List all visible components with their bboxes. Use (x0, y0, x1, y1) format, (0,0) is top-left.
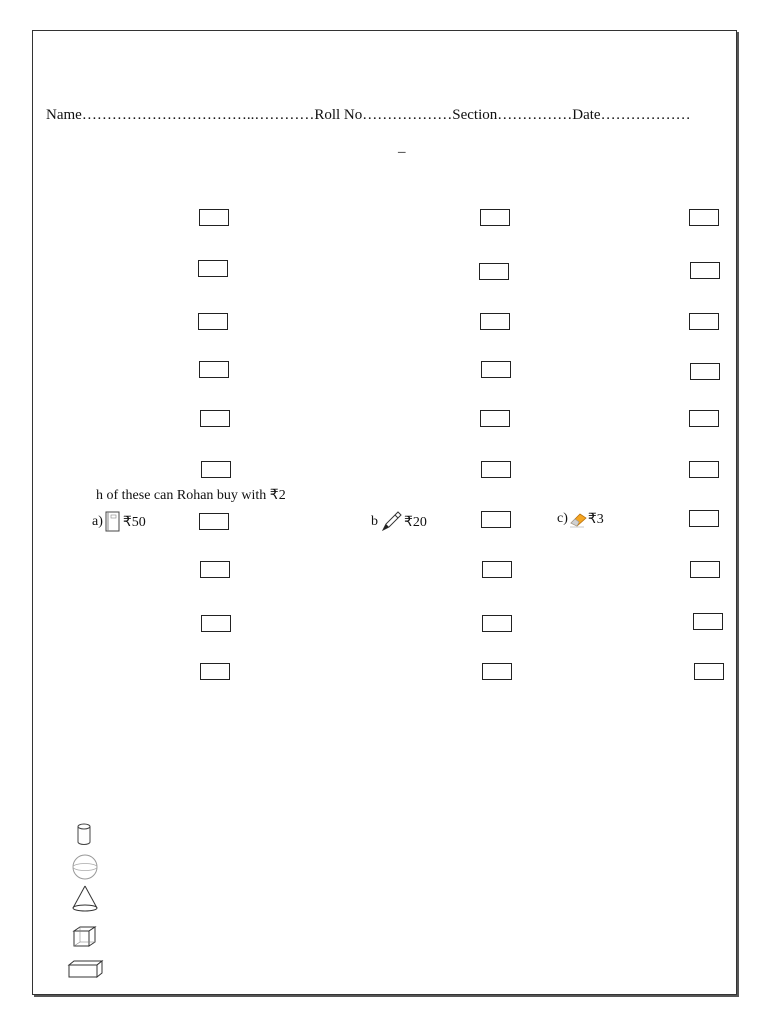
answer-box[interactable] (200, 561, 230, 578)
answer-box[interactable] (480, 410, 510, 427)
section-blank[interactable]: …………… (497, 107, 573, 123)
option-marker: a) (92, 514, 103, 529)
question-text: h of these can Rohan buy with ₹2 (96, 488, 286, 503)
section-label: Section (452, 107, 498, 123)
answer-box[interactable] (481, 461, 511, 478)
answer-box[interactable] (480, 313, 510, 330)
option-marker: b (371, 514, 378, 529)
answer-box[interactable] (481, 511, 511, 528)
answer-box[interactable] (690, 363, 720, 380)
notebook-icon (103, 510, 123, 534)
answer-box[interactable] (689, 313, 719, 330)
answer-box[interactable] (200, 410, 230, 427)
answer-box[interactable] (689, 209, 719, 226)
answer-box[interactable] (482, 615, 512, 632)
option-price: ₹3 (587, 511, 604, 527)
answer-box[interactable] (482, 663, 512, 680)
cube-icon (72, 925, 98, 948)
pencil-icon (378, 510, 404, 534)
answer-box[interactable] (690, 561, 720, 578)
cone-icon (70, 884, 100, 914)
answer-box[interactable] (694, 663, 724, 680)
answer-box[interactable] (481, 361, 511, 378)
eraser-icon (568, 510, 588, 528)
answer-box[interactable] (198, 313, 228, 330)
name-blank[interactable]: ……………………………..………… (81, 107, 315, 123)
option-price: ₹20 (404, 514, 427, 530)
date-blank[interactable]: ……………… (600, 107, 691, 123)
answer-box[interactable] (201, 615, 231, 632)
option-a[interactable] (92, 510, 146, 534)
cuboid-icon (67, 959, 105, 979)
name-label: Name (46, 107, 82, 123)
answer-box[interactable] (198, 260, 228, 277)
option-price: ₹50 (122, 514, 146, 530)
answer-box[interactable] (693, 613, 723, 630)
date-label: Date (572, 107, 601, 123)
answer-box[interactable] (479, 263, 509, 280)
answer-box[interactable] (482, 561, 512, 578)
answer-box[interactable] (689, 510, 719, 527)
option-b[interactable] (371, 510, 427, 534)
answer-box[interactable] (689, 461, 719, 478)
answer-box[interactable] (690, 262, 720, 279)
title-dash: – (398, 144, 406, 160)
option-marker: c) (557, 511, 568, 526)
answer-box[interactable] (199, 361, 229, 378)
answer-box[interactable] (201, 461, 231, 478)
cylinder-icon (76, 823, 92, 846)
answer-box[interactable] (689, 410, 719, 427)
roll-blank[interactable]: ……………… (362, 107, 453, 123)
answer-box[interactable] (199, 513, 229, 530)
student-details-line (46, 107, 691, 124)
roll-label: Roll No (314, 107, 363, 123)
answer-box[interactable] (200, 663, 230, 680)
answer-box[interactable] (480, 209, 510, 226)
answer-box[interactable] (199, 209, 229, 226)
option-c[interactable] (557, 510, 604, 528)
sphere-icon (71, 854, 99, 880)
